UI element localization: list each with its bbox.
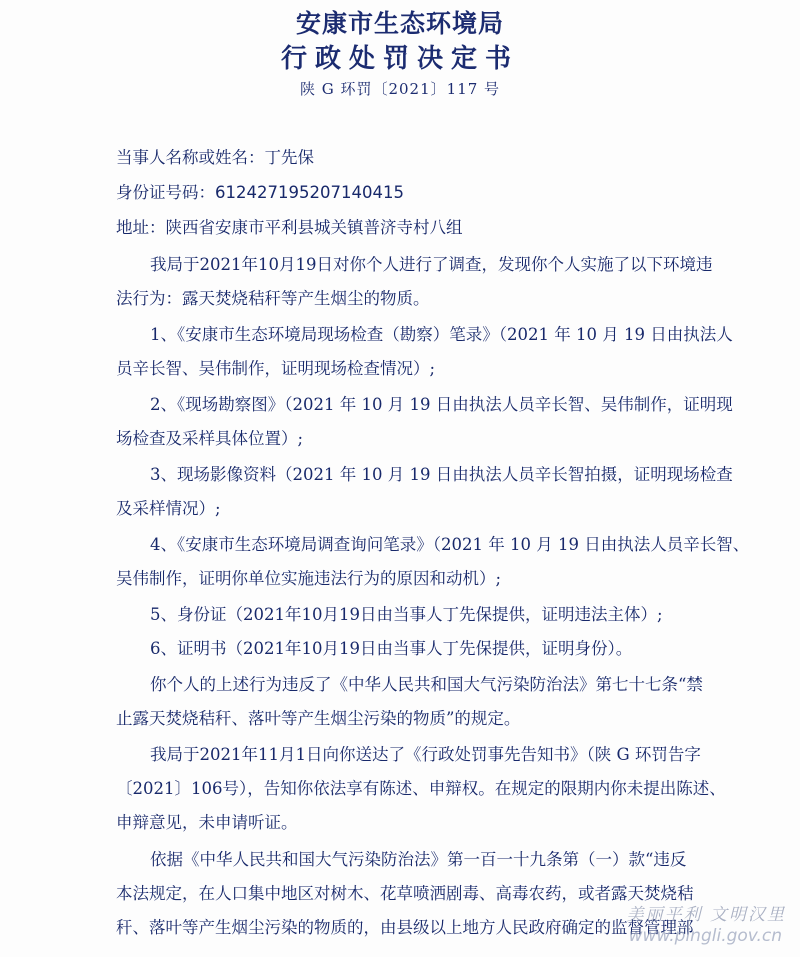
body-line: 及采样情况）; <box>116 499 221 518</box>
party-id-row <box>116 183 404 203</box>
body-line: 秆、落叶等产生烟尘污染的物质的，由县级以上地方人民政府确定的监督管理部 <box>116 918 694 937</box>
evidence-item: 6、证明书（2021年10月19日由当事人丁先保提供，证明身份）。 <box>150 639 633 658</box>
party-name-value: 丁先保 <box>264 148 314 167</box>
agency-title: 安康市生态环境局 <box>295 9 504 38</box>
evidence-item: 5、身份证（2021年10月19日由当事人丁先保提供，证明违法主体）; <box>150 605 663 624</box>
body-line: 员辛长智、吴伟制作，证明现场检查情况）; <box>116 359 436 378</box>
watermark-url: www.pingli.gov.cn <box>628 926 782 946</box>
party-name-label: 当事人名称或姓名： <box>116 148 265 167</box>
watermark-slogan: 美丽平利 文明汉里 <box>626 905 786 925</box>
body-line: 止露天焚烧秸秆、落叶等产生烟尘污染的物质”的规定。 <box>116 709 521 728</box>
party-name-row <box>116 148 314 168</box>
body-line: 我局于2021年11月1日向你送达了《行政处罚事先告知书》（陕 G 环罚告字 <box>150 745 701 764</box>
document-number: 陕 G 环罚〔2021〕117 号 <box>299 80 501 98</box>
body-line: 依据《中华人民共和国大气污染防治法》第一百一十九条第（一）款“违反 <box>150 850 687 869</box>
body-line: 本法规定，在人口集中地区对树木、花草喷洒剧毒、高毒农药，或者露天焚烧秸 <box>116 884 694 903</box>
body-line: 法行为：露天焚烧秸秆等产生烟尘的物质。 <box>116 289 430 308</box>
party-id-value: 612427195207140415 <box>215 183 404 202</box>
body-line: 我局于2021年10月19日对你个人进行了调查，发现你个人实施了以下环境违 <box>150 255 713 274</box>
party-address-label: 地址： <box>116 218 166 237</box>
party-address-value: 陕西省安康市平利县城关镇普济寺村八组 <box>165 218 463 237</box>
body-line: 场检查及采样具体位置）; <box>116 429 304 448</box>
body-line: 吴伟制作，证明你单位实施违法行为的原因和动机）; <box>116 569 502 588</box>
body-line: 申辩意见，未申请听证。 <box>116 813 298 832</box>
party-id-label: 身份证号码： <box>116 183 215 202</box>
body-line: 你个人的上述行为违反了《中华人民共和国大气污染防治法》第七十七条“禁 <box>150 675 703 694</box>
document-title: 行政处罚决定书 <box>280 44 519 74</box>
evidence-item: 4、《安康市生态环境局调查询问笔录》（2021 年 10 月 19 日由执法人员辛长智、 <box>150 535 750 554</box>
party-address-row <box>116 218 463 238</box>
body-line: 〔2021〕106号），告知你依法享有陈述、申辩权。在规定的限期内你未提出陈述、 <box>116 779 726 798</box>
evidence-item: 1、《安康市生态环境局现场检查（勘察）笔录》（2021 年 10 月 19 日由执法人 <box>150 325 733 344</box>
evidence-item: 3、现场影像资料（2021 年 10 月 19 日由执法人员辛长智拍摄，证明现场检查 <box>150 465 733 484</box>
evidence-item: 2、《现场勘察图》（2021 年 10 月 19 日由执法人员辛长智、吴伟制作，证明现 <box>150 395 733 414</box>
